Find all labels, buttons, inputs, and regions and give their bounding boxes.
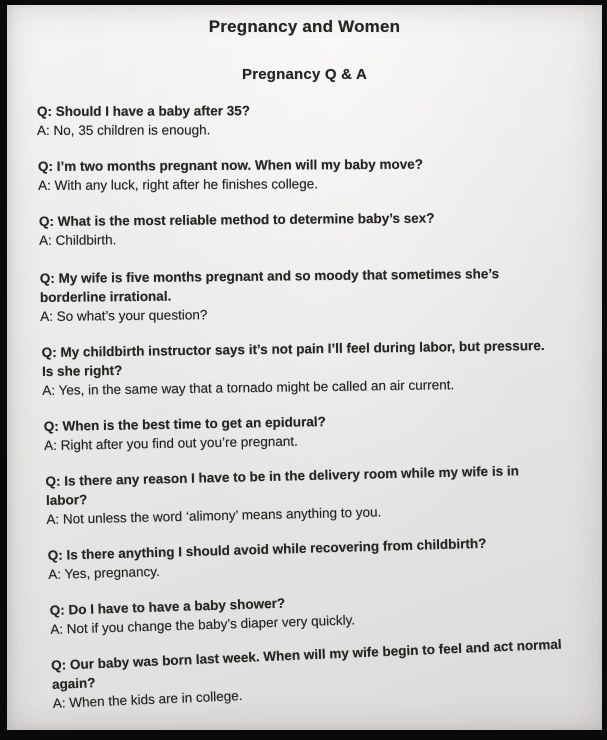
qa-item <box>42 335 602 400</box>
qa-answer: A: Not unless the word ‘alimony’ means anything to you. <box>46 504 382 527</box>
qa-item <box>44 407 602 455</box>
qa-answer: A: Childbirth. <box>39 232 117 248</box>
qa-question: Q: Is there any reason I have to be in the delivery room while my wife is in labor? <box>45 463 520 508</box>
page-title: Pregnancy and Women <box>208 17 401 36</box>
qa-item <box>45 459 602 529</box>
qa-item <box>40 263 602 326</box>
qa-list <box>7 102 602 713</box>
qa-item <box>39 207 602 250</box>
qa-item <box>49 584 602 639</box>
qa-answer: A: Not if you change the baby’s diaper very quickly. <box>50 612 356 637</box>
qa-question: Q: My childbirth instructor says it’s not pain I’ll feel during labor, but pressure. Is she right? <box>41 337 545 379</box>
paper-document <box>7 5 602 730</box>
qa-question: Q: What is the most reliable method to determine baby’s sex? <box>38 210 435 230</box>
qa-answer: A: With any luck, right after he finishes college. <box>38 176 318 193</box>
qa-question: Q: When is the best time to get an epidural? <box>43 414 326 435</box>
qa-answer: A: Right after you find out you’re pregnant. <box>44 433 298 453</box>
qa-answer: A: No, 35 children is enough. <box>37 122 211 138</box>
qa-item <box>38 154 602 195</box>
qa-question: Q: Is there anything I should avoid while recovering from childbirth? <box>47 535 487 564</box>
qa-answer: A: Yes, in the same way that a tornado might be called an air current. <box>42 377 455 398</box>
qa-question: Q: Our baby was born last week. When will my wife begin to feel and act normal again? <box>50 636 562 692</box>
qa-answer: A: Yes, pregnancy. <box>48 563 161 582</box>
qa-question: Q: My wife is five months pregnant and so moody that sometimes she’s borderline irrational. <box>39 266 500 305</box>
qa-item <box>37 100 602 140</box>
page-subtitle: Pregnancy Q & A <box>242 66 367 83</box>
qa-item <box>47 531 602 584</box>
qa-question: Q: Should I have a baby after 35? <box>36 103 251 120</box>
qa-question: Q: I’m two months pregnant now. When will my baby move? <box>37 156 424 175</box>
qa-answer: A: When the kids are in college. <box>52 688 243 711</box>
qa-answer: A: So what’s your question? <box>40 307 208 324</box>
qa-question: Q: Do I have to have a baby shower? <box>49 595 286 619</box>
qa-item <box>51 633 602 713</box>
